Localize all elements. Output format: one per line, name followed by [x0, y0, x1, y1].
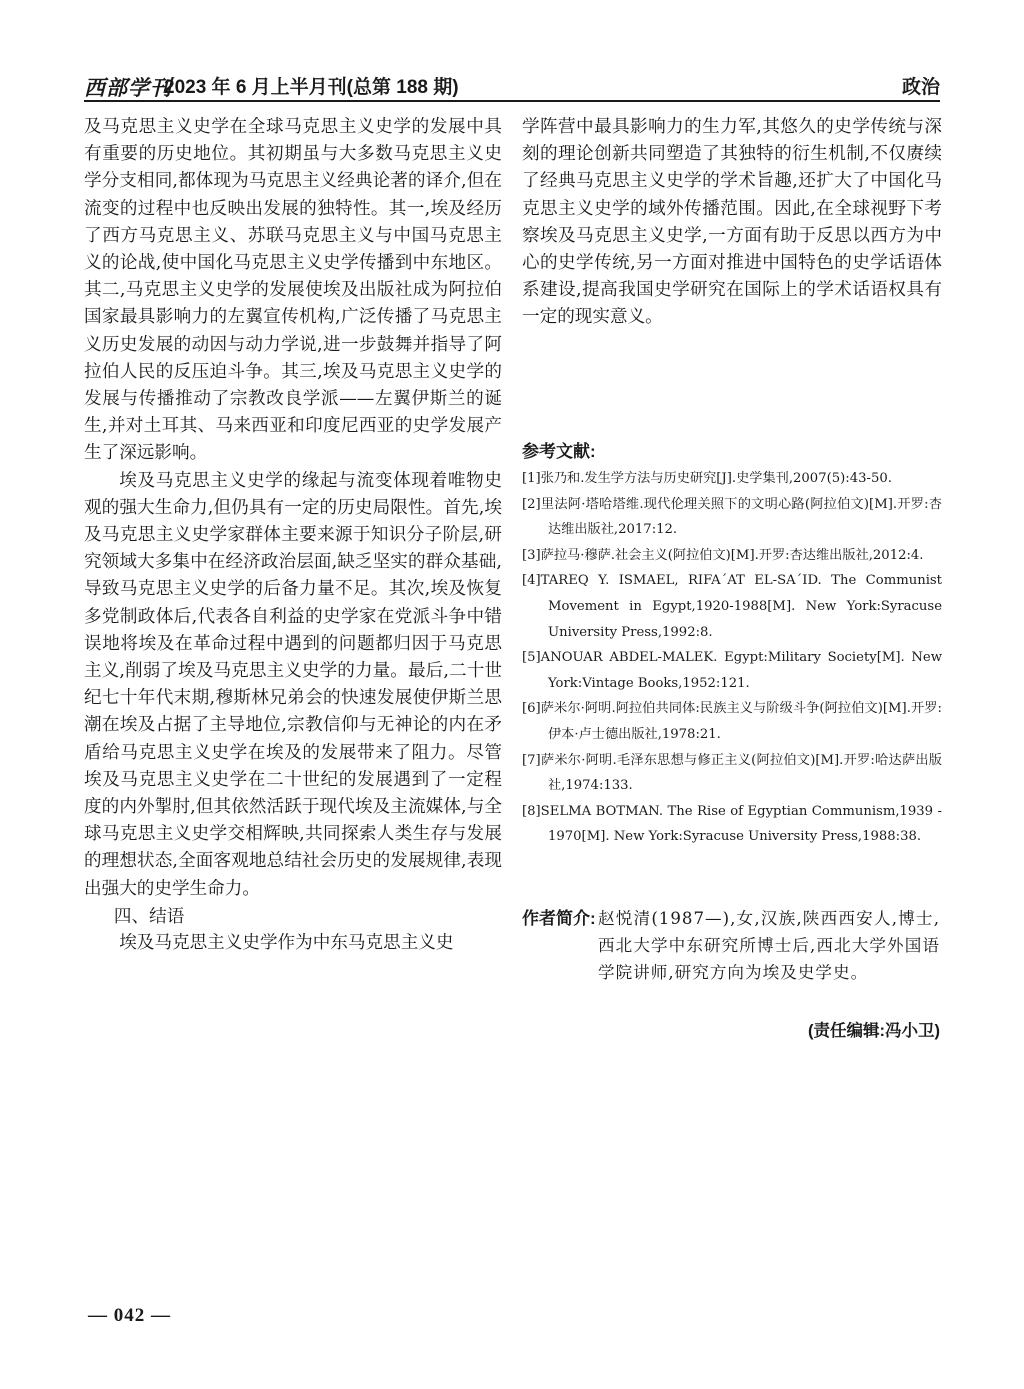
author-label: 作者简介:: [522, 909, 596, 928]
issue-info: 2023 年 6 月上半月刊(总第 188 期): [164, 77, 459, 98]
reference-item: [4]TAREQ Y. ISMAEL, RIFA´AT EL-SA´ID. The Communist Movement in Egypt,1920-1988[M]. New York:Syracuse University Press,1992:8.: [522, 573, 942, 640]
reference-item: [5]ANOUAR ABDEL-MALEK. Egypt:Military Society[M]. New York:Vintage Books,1952:121.: [522, 650, 942, 691]
section-heading: 四、结语: [113, 905, 185, 926]
section-name: 政治: [901, 77, 940, 98]
left-column: [84, 114, 502, 957]
reference-item: [2]里法阿·塔哈塔维.现代伦理关照下的文明心路(阿拉伯文)[M].开罗:杏达维出版社,2017:12.: [522, 496, 942, 538]
author-text: 赵悦清(1987—),女,汉族,陕西西安人,博士,西北大学中东研究所博士后,西北大学外国语学院讲师,研究方向为埃及史学史。: [598, 909, 940, 982]
reference-item: [6]萨米尔·阿明.阿拉伯共同体:民族主义与阶级斗争(阿拉伯文)[M].开罗:伊本·卢士德出版社,1978:21.: [522, 701, 942, 742]
reference-item: [7]萨米尔·阿明.毛泽东思想与修正主义(阿拉伯文)[M].开罗:哈达萨出版社,1974:133.: [522, 752, 942, 794]
page-header: [84, 68, 940, 102]
journal-logo: 西部学刊: [84, 75, 172, 100]
body-paragraph: 学阵营中最具影响力的生力军,其悠久的史学传统与深刻的理论创新共同塑造了其独特的衍生机制,不仅赓续了经典马克思主义史学的学术旨趣,还扩大了中国化马克思主义史学的域外传播范围。因此,在全球视野下考察埃及马克思主义史学,一方面有助于反思以西方为中心的史学传统,另一方面对推进中国特色的史学话语体系建设,提高我国史学研究在国际上的学术话语权具有一定的现实意义。: [522, 117, 942, 328]
header-rule: [84, 100, 940, 102]
reference-item: [3]萨拉马·穆萨.社会主义(阿拉伯文)[M].开罗:杏达维出版社,2012:4.: [522, 547, 924, 563]
body-paragraph: 埃及马克思主义史学作为中东马克思主义史: [119, 933, 454, 954]
reference-item: [8]SELMA BOTMAN. The Rise of Egyptian Communism,1939 - 1970[M]. New York:Syracuse University Press,1988:38.: [522, 803, 942, 845]
references-title: 参考文献:: [522, 442, 596, 461]
references-list: [522, 466, 942, 850]
body-paragraph: 及马克思主义史学在全球马克思主义史学的发展中具有重要的历史地位。其初期虽与大多数马克思主义史学分支相同,都体现为马克思主义经典论著的译介,但在流变的过程中也反映出发展的独特性。其一,埃及经历了西方马克思主义、苏联马克思主义与中国马克思主义的论战,使中国化马克思主义史学传播到中东地区。其二,马克思主义史学的发展使埃及出版社成为阿拉伯国家最具影响力的左翼宣传机构,广泛传播了马克思主义历史发展的动因与动力学说,进一步鼓舞并指导了阿拉伯人民的反压迫斗争。其三,埃及马克思主义史学的发展与传播推动了宗教改良学派——左翼伊斯兰的诞生,并对土耳其、马来西亚和印度尼西亚的史学发展产生了深远影响。: [84, 117, 502, 464]
responsible-editor: (责任编辑:冯小卫): [808, 1022, 940, 1040]
body-paragraph: 埃及马克思主义史学的缘起与流变体现着唯物史观的强大生命力,但仍具有一定的历史局限性。首先,埃及马克思主义史学家群体主要来源于知识分子阶层,研究领域大多集中在经济政治层面,缺乏坚实的群众基础,导致马克思主义史学的后备力量不足。其次,埃及恢复多党制政体后,代表各自利益的史学家在党派斗争中错误地将埃及在革命过程中遇到的问题都归因于马克思主义,削弱了埃及马克思主义史学的力量。最后,二十世纪七十年代末期,穆斯林兄弟会的快速发展使伊斯兰思潮在埃及占据了主导地位,宗教信仰与无神论的内在矛盾给马克思主义史学在埃及的发展带来了阻力。尽管埃及马克思主义史学在二十世纪的发展遇到了一定程度的内外掣肘,但其依然活跃于现代埃及主流媒体,与全球马克思主义史学交相辉映,共同探索人类生存与发展的理想状态,全面客观地总结社会历史的发展规律,表现出强大的史学生命力。: [84, 470, 502, 899]
reference-item: [1]张乃和.发生学方法与历史研究[J].史学集刊,2007(5):43-50.: [522, 471, 892, 486]
page-number: — 042 —: [88, 1305, 171, 1326]
right-column: [522, 114, 942, 332]
